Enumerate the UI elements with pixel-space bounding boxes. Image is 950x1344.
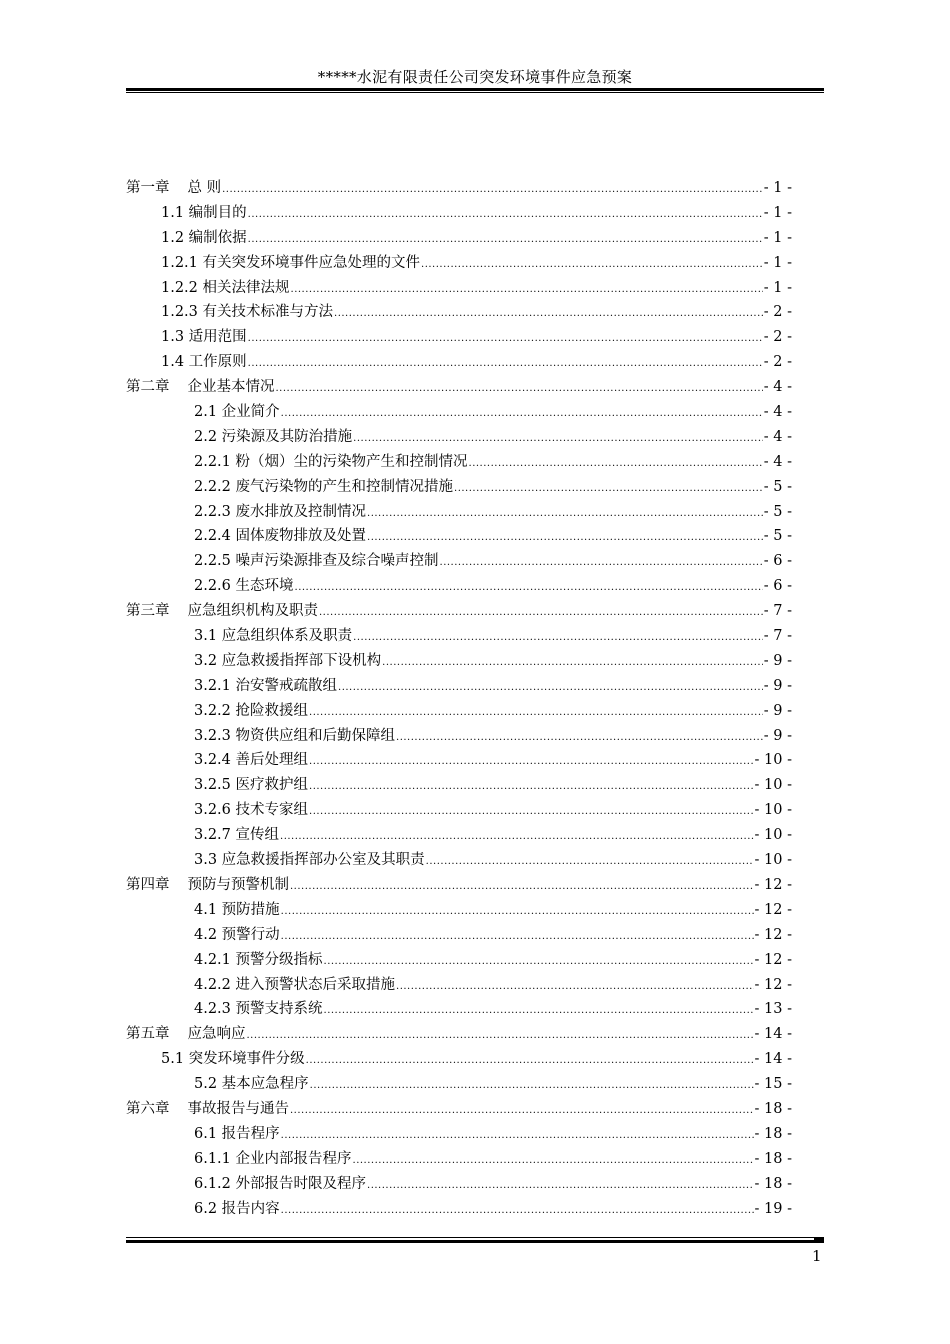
toc-chapter-entry[interactable]	[126, 873, 792, 898]
toc-dot-leader	[290, 1105, 754, 1116]
toc-entry-number: 3.3	[194, 852, 218, 869]
toc-entry-title: 预防与预警机制	[187, 876, 289, 893]
toc-page-number: - 2 -	[763, 329, 792, 346]
toc-entry-title: 有关技术标准与方法	[202, 304, 334, 321]
toc-dot-leader	[309, 756, 754, 767]
toc-page-number: - 9 -	[763, 677, 792, 694]
toc-page-number: - 9 -	[763, 702, 792, 719]
toc-section-entry[interactable]	[126, 475, 792, 500]
toc-entry-title: 报告内容	[221, 1200, 280, 1217]
toc-dot-leader	[454, 483, 763, 494]
toc-entry-label	[161, 226, 247, 247]
toc-entry-label	[194, 1172, 366, 1193]
toc-page-number: - 19 -	[754, 1200, 792, 1217]
toc-section-entry[interactable]	[126, 574, 792, 599]
toc-entry-label	[161, 350, 247, 371]
toc-entry-title: 适用范围	[188, 329, 247, 346]
toc-entry-label	[194, 425, 352, 446]
toc-entry-number: 1.2	[161, 229, 185, 246]
toc-section-entry[interactable]	[126, 400, 792, 425]
toc-entry-label	[126, 1022, 246, 1043]
toc-page-number: - 10 -	[754, 827, 792, 844]
toc-entry-number: 第三章	[126, 603, 170, 620]
toc-entry-title: 编制依据	[188, 229, 247, 246]
toc-entry-title: 物资供应组和后勤保障组	[235, 727, 396, 744]
toc-entry-number: 4.2.1	[194, 951, 231, 968]
toc-entry-number: 第二章	[126, 379, 170, 396]
toc-entry-number: 2.2.6	[194, 578, 231, 595]
toc-dot-leader	[247, 1030, 754, 1041]
toc-entry-title: 宣传组	[235, 827, 280, 844]
toc-entry-title: 固体废物排放及处置	[235, 528, 367, 545]
toc-dot-leader	[353, 1155, 754, 1166]
toc-page-number: - 5 -	[763, 478, 792, 495]
toc-entry-number: 5.1	[161, 1051, 185, 1068]
toc-entry-label	[194, 475, 453, 496]
toc-section-entry[interactable]	[126, 1172, 792, 1197]
toc-entry-title: 编制目的	[188, 204, 247, 221]
toc-page-number: - 12 -	[754, 976, 792, 993]
toc-entry-number: 6.1.1	[194, 1150, 231, 1167]
toc-entry-number: 1.2.2	[161, 279, 198, 296]
toc-entry-title: 总 则	[187, 180, 222, 196]
toc-page-number: - 2 -	[763, 354, 792, 371]
toc-entry-number: 2.1	[194, 404, 218, 421]
toc-entry-title: 抢险救援组	[235, 702, 309, 719]
footer-rule-thin	[126, 1237, 824, 1238]
toc-section-entry[interactable]	[126, 201, 792, 226]
toc-entry-number: 1.3	[161, 329, 185, 346]
toc-entry-number: 6.2	[194, 1200, 218, 1217]
page-number-mark	[814, 1238, 824, 1240]
toc-entry-title: 预防措施	[221, 901, 280, 918]
toc-dot-leader	[248, 333, 763, 344]
toc-entry-label	[194, 823, 279, 844]
toc-entry-number: 4.2	[194, 926, 218, 943]
toc-page-number: - 10 -	[754, 852, 792, 869]
toc-page-number: - 7 -	[763, 628, 792, 645]
toc-page-number: - 18 -	[754, 1150, 792, 1167]
toc-section-entry[interactable]	[126, 948, 792, 973]
toc-entry-number: 1.1	[161, 204, 185, 221]
toc-section-entry[interactable]	[126, 300, 792, 325]
toc-entry-number: 3.2.4	[194, 752, 231, 769]
toc-page-number: - 1 -	[763, 279, 792, 296]
toc-section-entry[interactable]	[126, 724, 792, 749]
toc-dot-leader	[396, 732, 763, 743]
toc-entry-label	[194, 400, 280, 421]
toc-page-number: - 10 -	[754, 802, 792, 819]
toc-dot-leader	[338, 682, 763, 693]
toc-page-number: - 6 -	[763, 553, 792, 570]
toc-chapter-entry[interactable]	[126, 375, 792, 400]
toc-entry-number: 4.1	[194, 901, 218, 918]
toc-page-number: - 10 -	[754, 752, 792, 769]
toc-page-number: - 4 -	[763, 453, 792, 470]
toc-section-entry[interactable]	[126, 823, 792, 848]
toc-page-number: - 14 -	[754, 1051, 792, 1068]
toc-dot-leader	[306, 1055, 754, 1066]
toc-entry-label	[194, 973, 395, 994]
toc-dot-leader	[222, 184, 763, 195]
toc-dot-leader	[382, 657, 763, 668]
toc-dot-leader	[353, 632, 763, 643]
toc-entry-title: 应急组织机构及职责	[187, 603, 318, 620]
toc-dot-leader	[367, 1180, 754, 1191]
toc-section-entry[interactable]	[126, 1047, 792, 1072]
toc-entry-number: 2.2.3	[194, 503, 231, 520]
table-of-contents	[126, 176, 792, 1221]
toc-entry-title: 应急响应	[187, 1026, 246, 1043]
toc-entry-title: 噪声污染源排查及综合噪声控制	[235, 553, 439, 570]
toc-entry-title: 基本应急程序	[221, 1076, 309, 1093]
toc-entry-title: 应急救援指挥部办公室及其职责	[221, 852, 425, 869]
toc-entry-label	[194, 948, 323, 969]
toc-dot-leader	[248, 358, 763, 369]
toc-entry-title: 治安警戒疏散组	[235, 677, 338, 694]
toc-dot-leader	[310, 1080, 754, 1091]
toc-dot-leader	[248, 234, 763, 245]
toc-chapter-entry[interactable]	[126, 1097, 792, 1122]
toc-dot-leader	[281, 408, 763, 419]
toc-entry-label	[194, 1147, 352, 1168]
toc-dot-leader	[309, 781, 754, 792]
toc-section-entry[interactable]	[126, 450, 792, 475]
toc-section-entry[interactable]	[126, 276, 792, 301]
toc-entry-label	[161, 1047, 305, 1068]
toc-entry-label	[194, 997, 323, 1018]
toc-section-entry[interactable]	[126, 549, 792, 574]
toc-page-number: - 18 -	[754, 1175, 792, 1192]
toc-entry-title: 预警分级指标	[235, 951, 323, 968]
toc-page-number: - 14 -	[754, 1026, 792, 1043]
toc-entry-number: 第五章	[126, 1026, 170, 1043]
toc-entry-number: 1.2.1	[161, 254, 198, 271]
toc-dot-leader	[353, 433, 763, 444]
toc-page-number: - 5 -	[763, 503, 792, 520]
page-number: 1	[812, 1247, 822, 1265]
toc-entry-label	[194, 1072, 309, 1093]
toc-entry-label	[161, 251, 420, 272]
toc-entry-label	[194, 724, 395, 745]
toc-section-entry[interactable]	[126, 350, 792, 375]
toc-entry-label	[194, 549, 439, 570]
toc-entry-title: 废水排放及控制情况	[235, 503, 367, 520]
toc-section-entry[interactable]	[126, 649, 792, 674]
toc-page-number: - 4 -	[763, 379, 792, 396]
toc-entry-title: 工作原则	[188, 354, 247, 371]
toc-entry-number: 6.1	[194, 1125, 218, 1142]
toc-entry-number: 2.2.5	[194, 553, 231, 570]
toc-section-entry[interactable]	[126, 848, 792, 873]
toc-entry-title: 应急组织体系及职责	[221, 628, 353, 645]
toc-page-number: - 12 -	[754, 926, 792, 943]
toc-entry-number: 3.1	[194, 628, 218, 645]
toc-dot-leader	[367, 532, 763, 543]
toc-dot-leader	[280, 831, 754, 842]
toc-chapter-entry[interactable]	[126, 599, 792, 624]
toc-entry-title: 事故报告与通告	[187, 1100, 289, 1117]
toc-entry-number: 2.2	[194, 428, 218, 445]
toc-entry-number: 2.2.1	[194, 453, 231, 470]
toc-dot-leader	[295, 582, 763, 593]
toc-dot-leader	[324, 1005, 754, 1016]
toc-entry-title: 预警行动	[221, 926, 280, 943]
toc-section-entry[interactable]	[126, 898, 792, 923]
toc-section-entry[interactable]	[126, 798, 792, 823]
toc-entry-title: 技术专家组	[235, 802, 309, 819]
toc-entry-number: 3.2	[194, 652, 218, 669]
toc-entry-label	[194, 848, 425, 869]
toc-dot-leader	[396, 981, 754, 992]
toc-entry-title: 企业内部报告程序	[235, 1150, 352, 1167]
toc-entry-label	[161, 276, 290, 297]
toc-entry-number: 4.2.2	[194, 976, 231, 993]
toc-page-number: - 12 -	[754, 951, 792, 968]
toc-section-entry[interactable]	[126, 524, 792, 549]
toc-entry-title: 进入预警状态后采取措施	[235, 976, 396, 993]
toc-entry-label	[194, 574, 294, 595]
toc-page-number: - 1 -	[763, 254, 792, 271]
toc-entry-title: 相关法律法规	[202, 279, 290, 296]
toc-entry-title: 医疗救护组	[235, 777, 309, 794]
toc-entry-label	[194, 773, 308, 794]
toc-entry-number: 1.4	[161, 354, 185, 371]
toc-section-entry[interactable]	[126, 624, 792, 649]
toc-dot-leader	[276, 383, 763, 394]
toc-page-number: - 4 -	[763, 404, 792, 421]
header-rule	[126, 88, 824, 91]
toc-dot-leader	[309, 707, 763, 718]
toc-section-entry[interactable]	[126, 425, 792, 450]
toc-page-number: - 12 -	[754, 901, 792, 918]
toc-dot-leader	[440, 557, 763, 568]
toc-entry-number: 5.2	[194, 1076, 218, 1093]
toc-section-entry[interactable]	[126, 226, 792, 251]
toc-dot-leader	[334, 308, 763, 319]
toc-dot-leader	[248, 209, 763, 220]
toc-dot-leader	[367, 508, 763, 519]
toc-entry-number: 4.2.3	[194, 1001, 231, 1018]
toc-entry-label	[194, 923, 280, 944]
toc-dot-leader	[309, 806, 754, 817]
toc-dot-leader	[281, 931, 754, 942]
toc-dot-leader	[281, 1130, 754, 1141]
toc-entry-label	[126, 1097, 289, 1118]
toc-entry-number: 3.2.6	[194, 802, 231, 819]
toc-dot-leader	[421, 259, 763, 270]
toc-chapter-entry[interactable]	[126, 176, 792, 201]
toc-entry-label	[194, 748, 308, 769]
toc-page-number: - 1 -	[763, 204, 792, 221]
toc-page-number: - 15 -	[754, 1076, 792, 1093]
toc-page-number: - 18 -	[754, 1125, 792, 1142]
toc-entry-number: 3.2.7	[194, 827, 231, 844]
toc-entry-title: 善后处理组	[235, 752, 309, 769]
toc-entry-label	[194, 450, 468, 471]
toc-section-entry[interactable]	[126, 699, 792, 724]
toc-dot-leader	[324, 956, 754, 967]
toc-entry-label	[161, 325, 247, 346]
toc-entry-title: 废气污染物的产生和控制情况措施	[235, 478, 454, 495]
toc-entry-label	[194, 898, 280, 919]
toc-section-entry[interactable]	[126, 997, 792, 1022]
toc-entry-title: 污染源及其防治措施	[221, 428, 353, 445]
toc-page-number: - 2 -	[763, 304, 792, 321]
toc-entry-label	[161, 300, 333, 321]
toc-page-number: - 7 -	[763, 603, 792, 620]
toc-page-number: - 12 -	[754, 876, 792, 893]
toc-page-number: - 1 -	[763, 180, 792, 196]
toc-entry-label	[194, 674, 337, 695]
toc-section-entry[interactable]	[126, 1147, 792, 1172]
toc-section-entry[interactable]	[126, 500, 792, 525]
toc-entry-number: 3.2.3	[194, 727, 231, 744]
toc-entry-label	[126, 375, 275, 396]
toc-entry-label	[194, 649, 381, 670]
toc-entry-number: 3.2.2	[194, 702, 231, 719]
toc-entry-label	[194, 524, 366, 545]
toc-entry-title: 企业简介	[221, 404, 280, 421]
toc-page-number: - 4 -	[763, 428, 792, 445]
document-header-title: *****水泥有限责任公司突发环境事件应急预案	[317, 68, 633, 86]
toc-entry-number: 3.2.5	[194, 777, 231, 794]
toc-entry-number: 第一章	[126, 180, 170, 196]
header-rule-thin	[126, 92, 824, 93]
toc-page-number: - 18 -	[754, 1100, 792, 1117]
toc-page-number: - 13 -	[754, 1001, 792, 1018]
toc-entry-title: 预警支持系统	[235, 1001, 323, 1018]
toc-entry-title: 报告程序	[221, 1125, 280, 1142]
toc-entry-label	[161, 201, 247, 222]
toc-section-entry[interactable]	[126, 251, 792, 276]
toc-dot-leader	[426, 856, 754, 867]
toc-entry-number: 2.2.4	[194, 528, 231, 545]
toc-entry-title: 突发环境事件分级	[188, 1051, 305, 1068]
toc-entry-label	[194, 798, 308, 819]
toc-page-number: - 9 -	[763, 652, 792, 669]
toc-chapter-entry[interactable]	[126, 1022, 792, 1047]
toc-dot-leader	[469, 458, 763, 469]
toc-entry-number: 第四章	[126, 876, 170, 893]
toc-entry-label	[126, 873, 289, 894]
toc-entry-label	[194, 624, 352, 645]
toc-entry-title: 企业基本情况	[187, 379, 275, 396]
toc-entry-label	[126, 176, 221, 197]
toc-entry-title: 应急救援指挥部下设机构	[221, 652, 382, 669]
toc-section-entry[interactable]	[126, 973, 792, 998]
toc-entry-label	[126, 599, 318, 620]
toc-entry-number: 1.2.3	[161, 304, 198, 321]
toc-dot-leader	[281, 1205, 754, 1216]
toc-section-entry[interactable]	[126, 748, 792, 773]
toc-page-number: - 5 -	[763, 528, 792, 545]
footer-rule	[126, 1240, 824, 1243]
toc-entry-label	[194, 1122, 280, 1143]
toc-entry-label	[194, 1197, 280, 1218]
toc-page-number: - 10 -	[754, 777, 792, 794]
toc-entry-title: 有关突发环境事件应急处理的文件	[202, 254, 421, 271]
toc-entry-title: 外部报告时限及程序	[235, 1175, 367, 1192]
toc-dot-leader	[319, 607, 763, 618]
toc-page-number: - 6 -	[763, 578, 792, 595]
toc-entry-title: 生态环境	[235, 578, 294, 595]
toc-section-entry[interactable]	[126, 1122, 792, 1147]
toc-section-entry[interactable]	[126, 923, 792, 948]
toc-entry-number: 3.2.1	[194, 677, 231, 694]
toc-entry-label	[194, 699, 308, 720]
toc-entry-label	[194, 500, 366, 521]
toc-dot-leader	[291, 284, 763, 295]
toc-dot-leader	[290, 881, 754, 892]
toc-dot-leader	[281, 906, 754, 917]
toc-page-number: - 1 -	[763, 229, 792, 246]
toc-entry-number: 2.2.2	[194, 478, 231, 495]
toc-section-entry[interactable]	[126, 674, 792, 699]
toc-section-entry[interactable]	[126, 773, 792, 798]
toc-entry-number: 6.1.2	[194, 1175, 231, 1192]
toc-section-entry[interactable]	[126, 1197, 792, 1222]
toc-entry-number: 第六章	[126, 1100, 170, 1117]
toc-section-entry[interactable]	[126, 1072, 792, 1097]
toc-page-number: - 9 -	[763, 727, 792, 744]
toc-section-entry[interactable]	[126, 325, 792, 350]
toc-entry-title: 粉（烟）尘的污染物产生和控制情况	[235, 453, 468, 470]
